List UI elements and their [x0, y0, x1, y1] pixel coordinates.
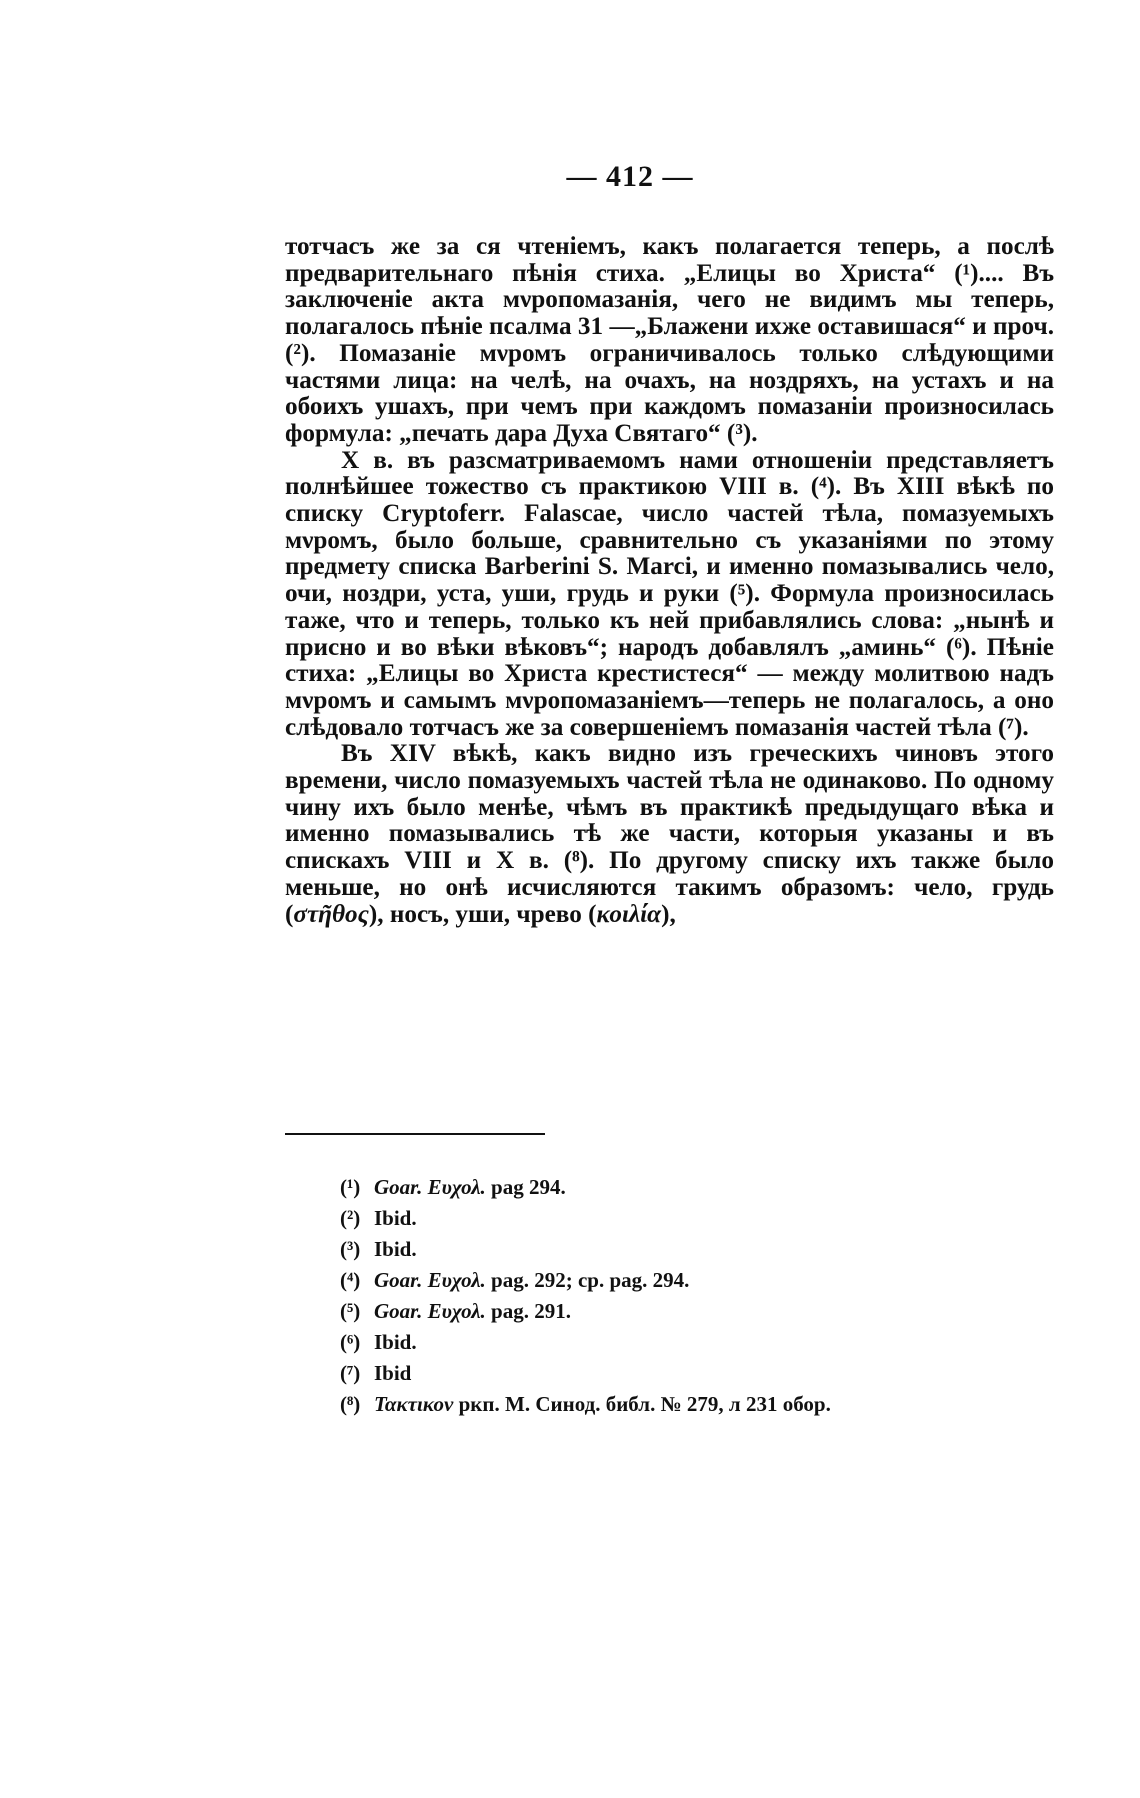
footnote-mark: (²): [340, 1206, 361, 1230]
footnote-mark: (³): [340, 1237, 361, 1261]
footnote-text: ркп. М. Синод. библ. № 279, л 231 обор.: [453, 1392, 831, 1416]
footnote-source: Goar. Ευχολ.: [374, 1268, 486, 1292]
footnote-source: Τακτικον: [374, 1392, 454, 1416]
footnote-mark: (⁵): [340, 1299, 361, 1323]
footnote-mark: (⁴): [340, 1268, 361, 1292]
paragraph-3: [285, 741, 1054, 928]
footnote-2: [340, 1203, 1040, 1234]
paragraph-3-text-b: ), носъ, уши, чрево (: [368, 900, 597, 928]
page-number: — 412 —: [566, 160, 694, 193]
footnotes: [340, 1172, 1040, 1420]
footnote-divider: [285, 1133, 545, 1135]
footnote-6: [340, 1327, 1040, 1358]
footnote-mark: (⁷): [340, 1361, 361, 1385]
footnote-source: Goar. Ευχολ.: [374, 1299, 486, 1323]
footnote-text: pag 294.: [485, 1175, 566, 1199]
footnote-text: Ibid.: [374, 1237, 417, 1261]
footnote-mark: (⁸): [340, 1392, 361, 1416]
paragraph-2: X в. въ разсматриваемомъ нами отношеніи представляетъ полнѣйшее тожество съ практикою VIII в. (⁴). Въ XIII вѣкѣ по списку Cryptoferr. Falascae, число частей тѣла, помазуемыхъ мνромъ, было больше, сравнительно съ указаніями по этому предмету списка Barberini S. Marci, и именно помазывались чело, очи, ноздри, уста, уши, грудь и руки (⁵). Формула произносилась таже, что и теперь, только къ ней прибавлялись слова: „нынѣ и присно и во вѣки вѣковъ“; народъ добавлялъ „аминь“ (⁶). Пѣніе стиха: „Елицы во Христа крестистеся“ — между молитвою надъ мνромъ и самымъ мνропомазаніемъ—теперь не полагалось, а оно слѣдовало тотчасъ же за совершеніемъ помазанія частей тѣла (⁷).: [285, 446, 1054, 741]
footnote-mark: (⁶): [340, 1330, 361, 1354]
footnote-3: [340, 1234, 1040, 1265]
footnote-1: [340, 1172, 1040, 1203]
footnote-text: Ibid.: [374, 1206, 417, 1230]
footnote-text: pag. 291.: [485, 1299, 571, 1323]
footnote-text: Ibid.: [374, 1330, 417, 1354]
footnote-source: Goar. Ευχολ.: [374, 1175, 486, 1199]
footnote-text: Ibid: [374, 1361, 412, 1385]
footnote-5: [340, 1296, 1040, 1327]
greek-word-chest: στῆθος: [293, 900, 369, 928]
greek-word-belly: κοιλία: [596, 900, 662, 928]
footnote-mark: (¹): [340, 1175, 361, 1199]
main-text: [285, 234, 1054, 928]
footnote-text: pag. 292; ср. pag. 294.: [485, 1268, 690, 1292]
paragraph-3-text-a: Въ XIV вѣкѣ, какъ видно изъ греческихъ чиновъ этого времени, число помазуемыхъ частей тѣла не одинаково. По одному чину ихъ было менѣе, чѣмъ въ практикѣ предыдущаго вѣка и именно помазывались тѣ же части, которыя указаны и въ спискахъ VIII и X в. (⁸). По другому списку ихъ также было меньше, но онѣ исчисляются такимъ образомъ: чело, грудь (: [285, 740, 1054, 928]
footnote-8: [340, 1389, 1040, 1420]
footnote-4: [340, 1265, 1040, 1296]
paragraph-1: тотчасъ же за ся чтеніемъ, какъ полагается теперь, а послѣ предварительнаго пѣнія стиха. „Елицы во Христа“ (¹).... Въ заключеніе акта мνропомазанія, чего не видимъ мы теперь, полагалось пѣніе псалма 31 —„Блажени ихже оставишася“ и проч. (²). Помазаніе мνромъ ограничивалось только слѣдующими частями лица: на челѣ, на очахъ, на ноздряхъ, на устахъ и на обоихъ ушахъ, при чемъ при каждомъ помазаніи произносилась формула: „печать дара Духа Святаго“ (³).: [285, 233, 1054, 447]
footnote-7: [340, 1358, 1040, 1389]
paragraph-3-text-c: ),: [661, 900, 676, 928]
